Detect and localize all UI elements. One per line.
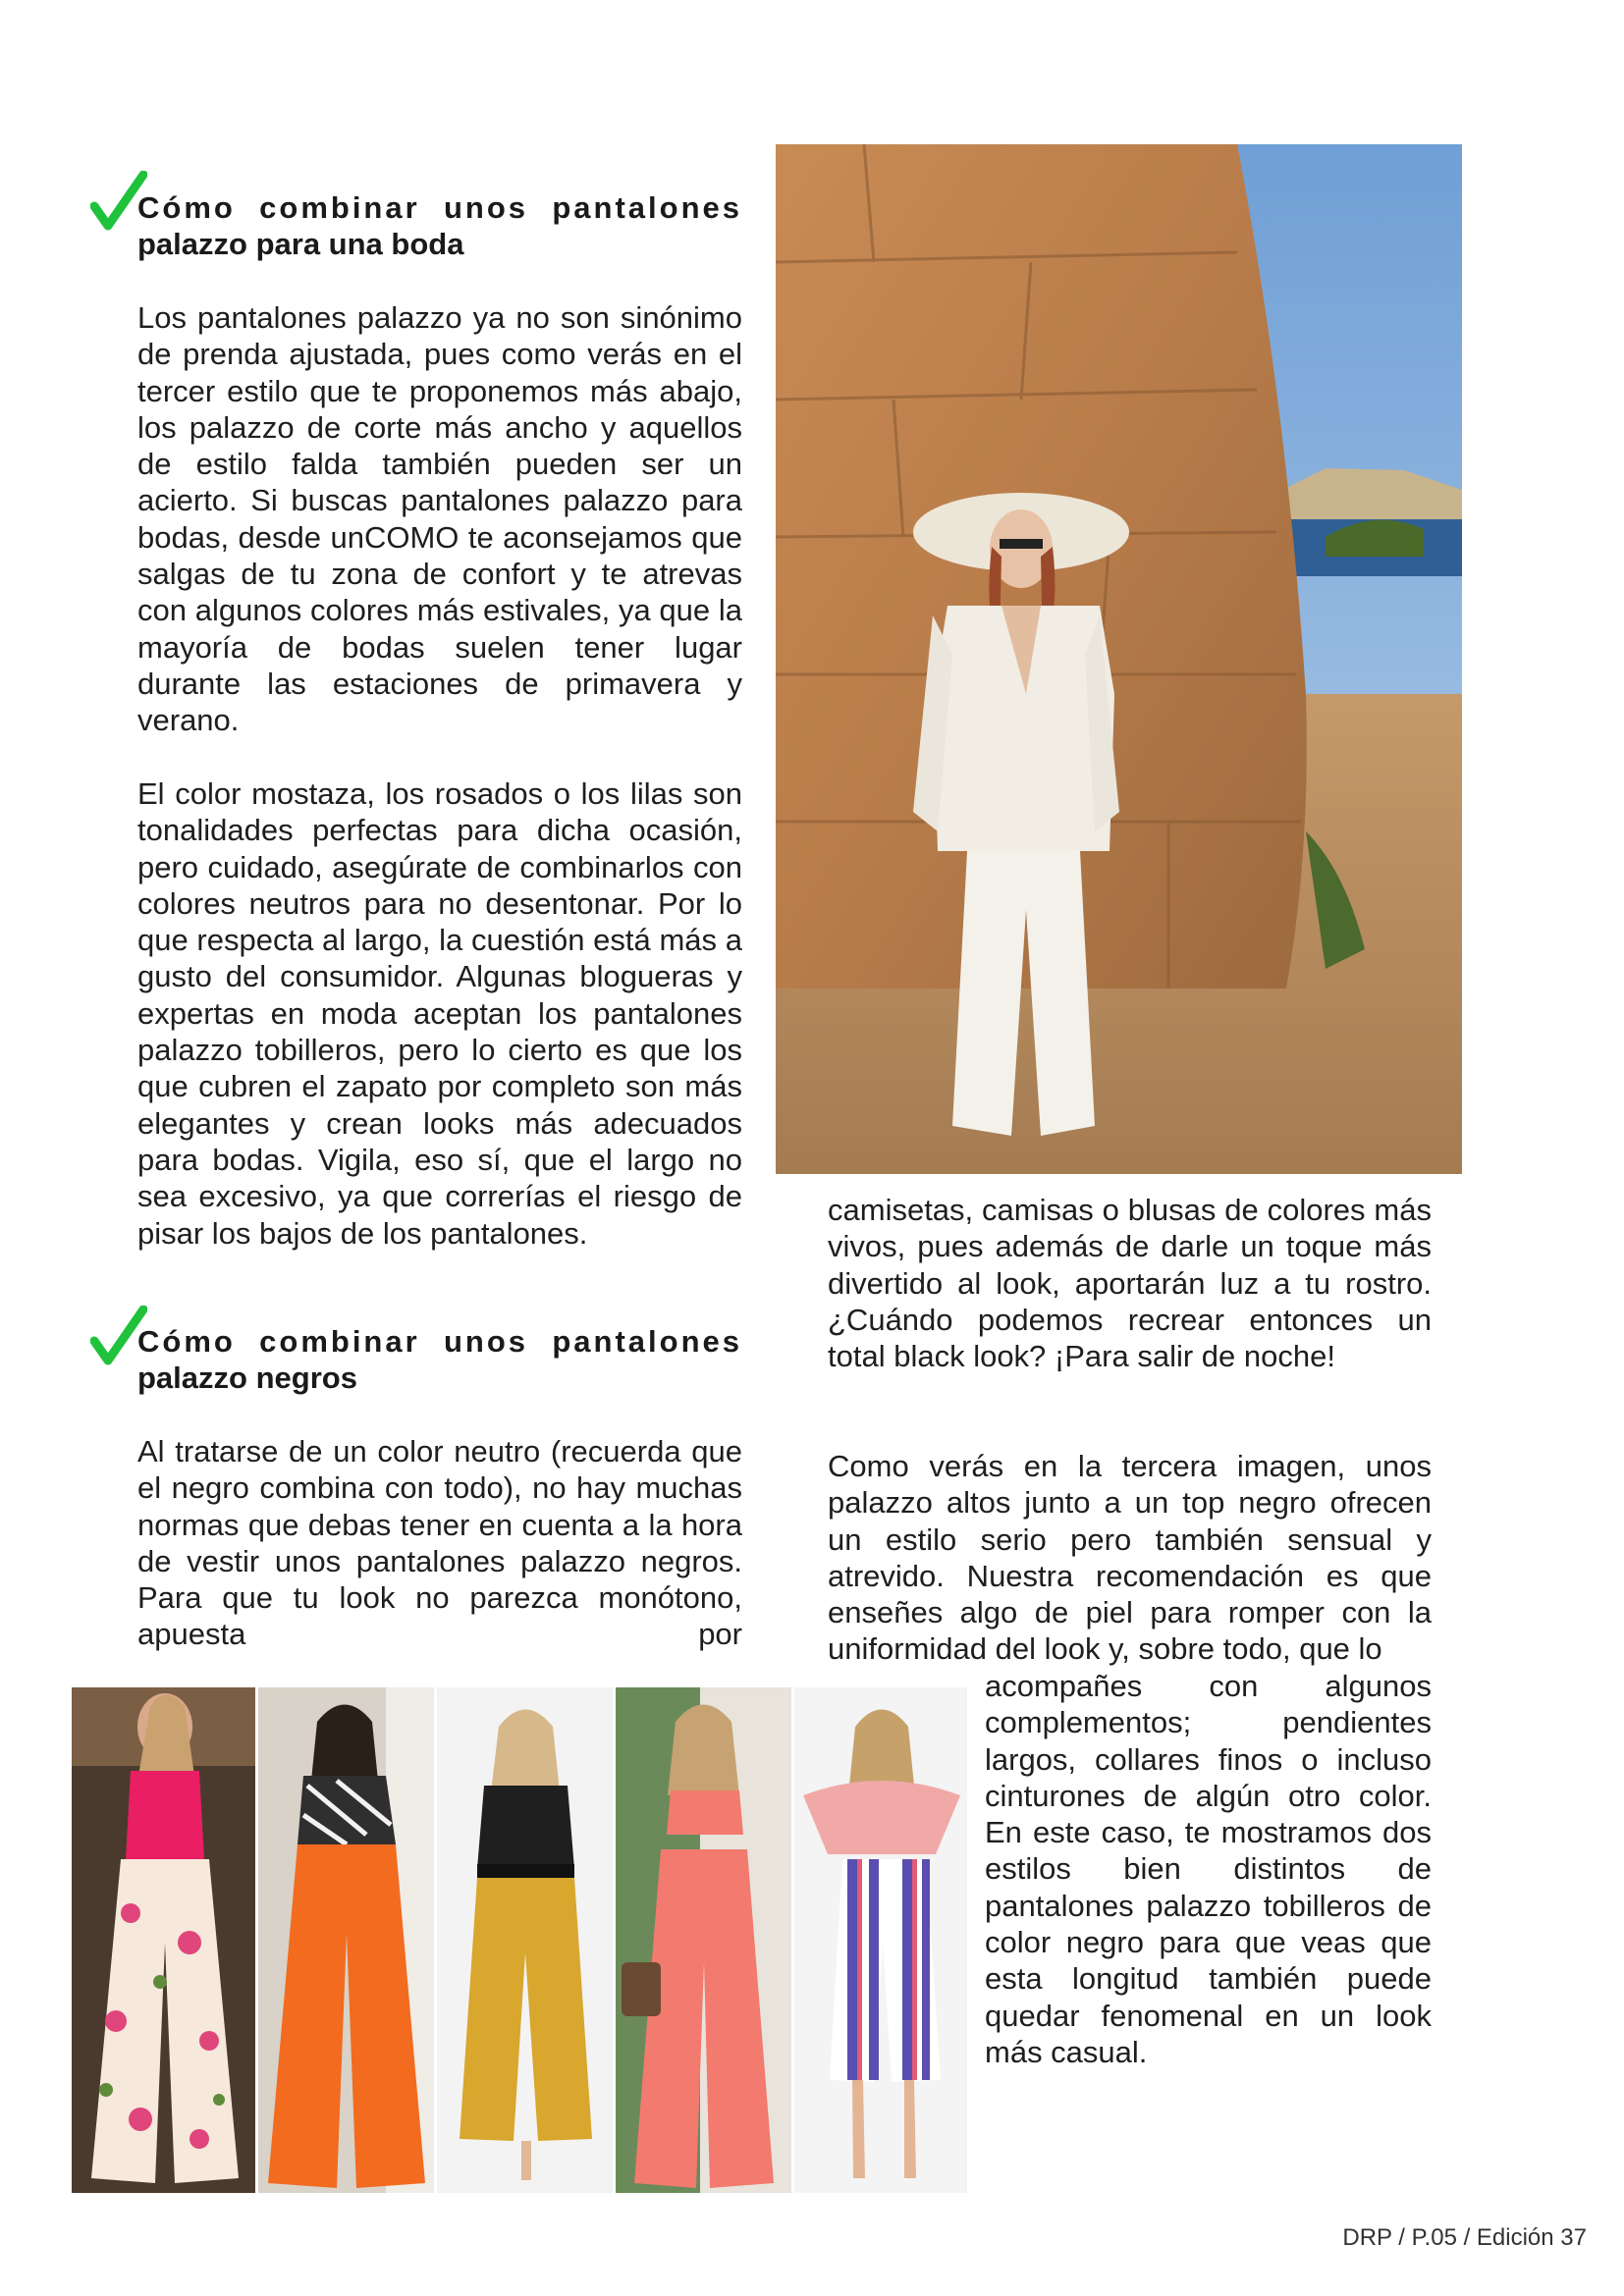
section-heading-boda [137,189,742,262]
heading-line-2: palazzo para una boda [137,227,464,261]
paragraph-boda-2: El color mostaza, los rosados o los lilas son tonalidades perfectas para dicha ocasión, pero cuidado, asegúrate de combinarlos con colores neutros para no desentonar. Por lo que respecta al largo, la cuestión está más a gusto del consumidor. Algunas blogueras y expertas en moda aceptan los pantalones palazzo tobilleros, pero lo cierto es que los que cubren el zapato por completo son más elegantes y crean looks más adecuados para bodas. Vigila, eso sí, que el largo no sea excesivo, ya que correrías el riesgo de pisar los bajos de los pantalones. [137,776,742,1251]
paragraph-negros-2: Como verás en la tercera imagen, unos palazzo altos junto a un top negro ofrecen un estilo serio pero también sensual y atrevido. Nuestra recomendación es que enseñes algo de piel para romper con la uniformidad del look y, sobre todo, que lo [828,1449,1432,1667]
page-footer: DRP / P.05 / Edición 37 [1342,2224,1587,2251]
white-suit-photo [776,144,1462,1174]
heading-line-1: Cómo combinar unos pantalones [137,1324,742,1359]
heading-line-1: Cómo combinar unos pantalones [137,190,742,225]
paragraph-negros-1-continued: camisetas, camisas o blusas de colores más vivos, pues además de darle un toque más divertido al look, aportarán luz a tu rostro. ¿Cuándo podemos recrear entonces un total black look? ¡Para salir de noche! [828,1193,1432,1374]
heading-line-2: palazzo negros [137,1361,357,1395]
paragraph-negros-2-continued: acompañes con algunos complementos; pendientes largos, collares finos o incluso cinturones de algún otro color. En este caso, te mostramos dos estilos bien distintos de pantalones palazzo tobilleros de color negro para que veas que esta longitud también puede quedar fenomenal en un look más casual. [985,1669,1432,2069]
palazzo-looks-collage [72,1687,967,2193]
paragraph-negros-1: Al tratarse de un color neutro (recuerda que el negro combina con todo), no hay muchas normas que debas tener en cuenta a la hora de vestir unos pantalones palazzo negros. Para que tu look no parezca monótono, apuesta por [137,1434,742,1652]
paragraph-boda-1: Los pantalones palazzo ya no son sinónimo de prenda ajustada, pues como verás en el tercer estilo que te proponemos más abajo, los palazzo de corte más ancho y aquellos de estilo falda también pueden ser un acierto. Si buscas pantalones palazzo para bodas, desde unCOMO te aconsejamos que salgas de tu zona de confort y te atrevas con algunos colores más estivales, ya que la mayoría de bodas suelen tener lugar durante las estaciones de primavera y verano. [137,300,742,738]
section-heading-negros [137,1323,742,1396]
